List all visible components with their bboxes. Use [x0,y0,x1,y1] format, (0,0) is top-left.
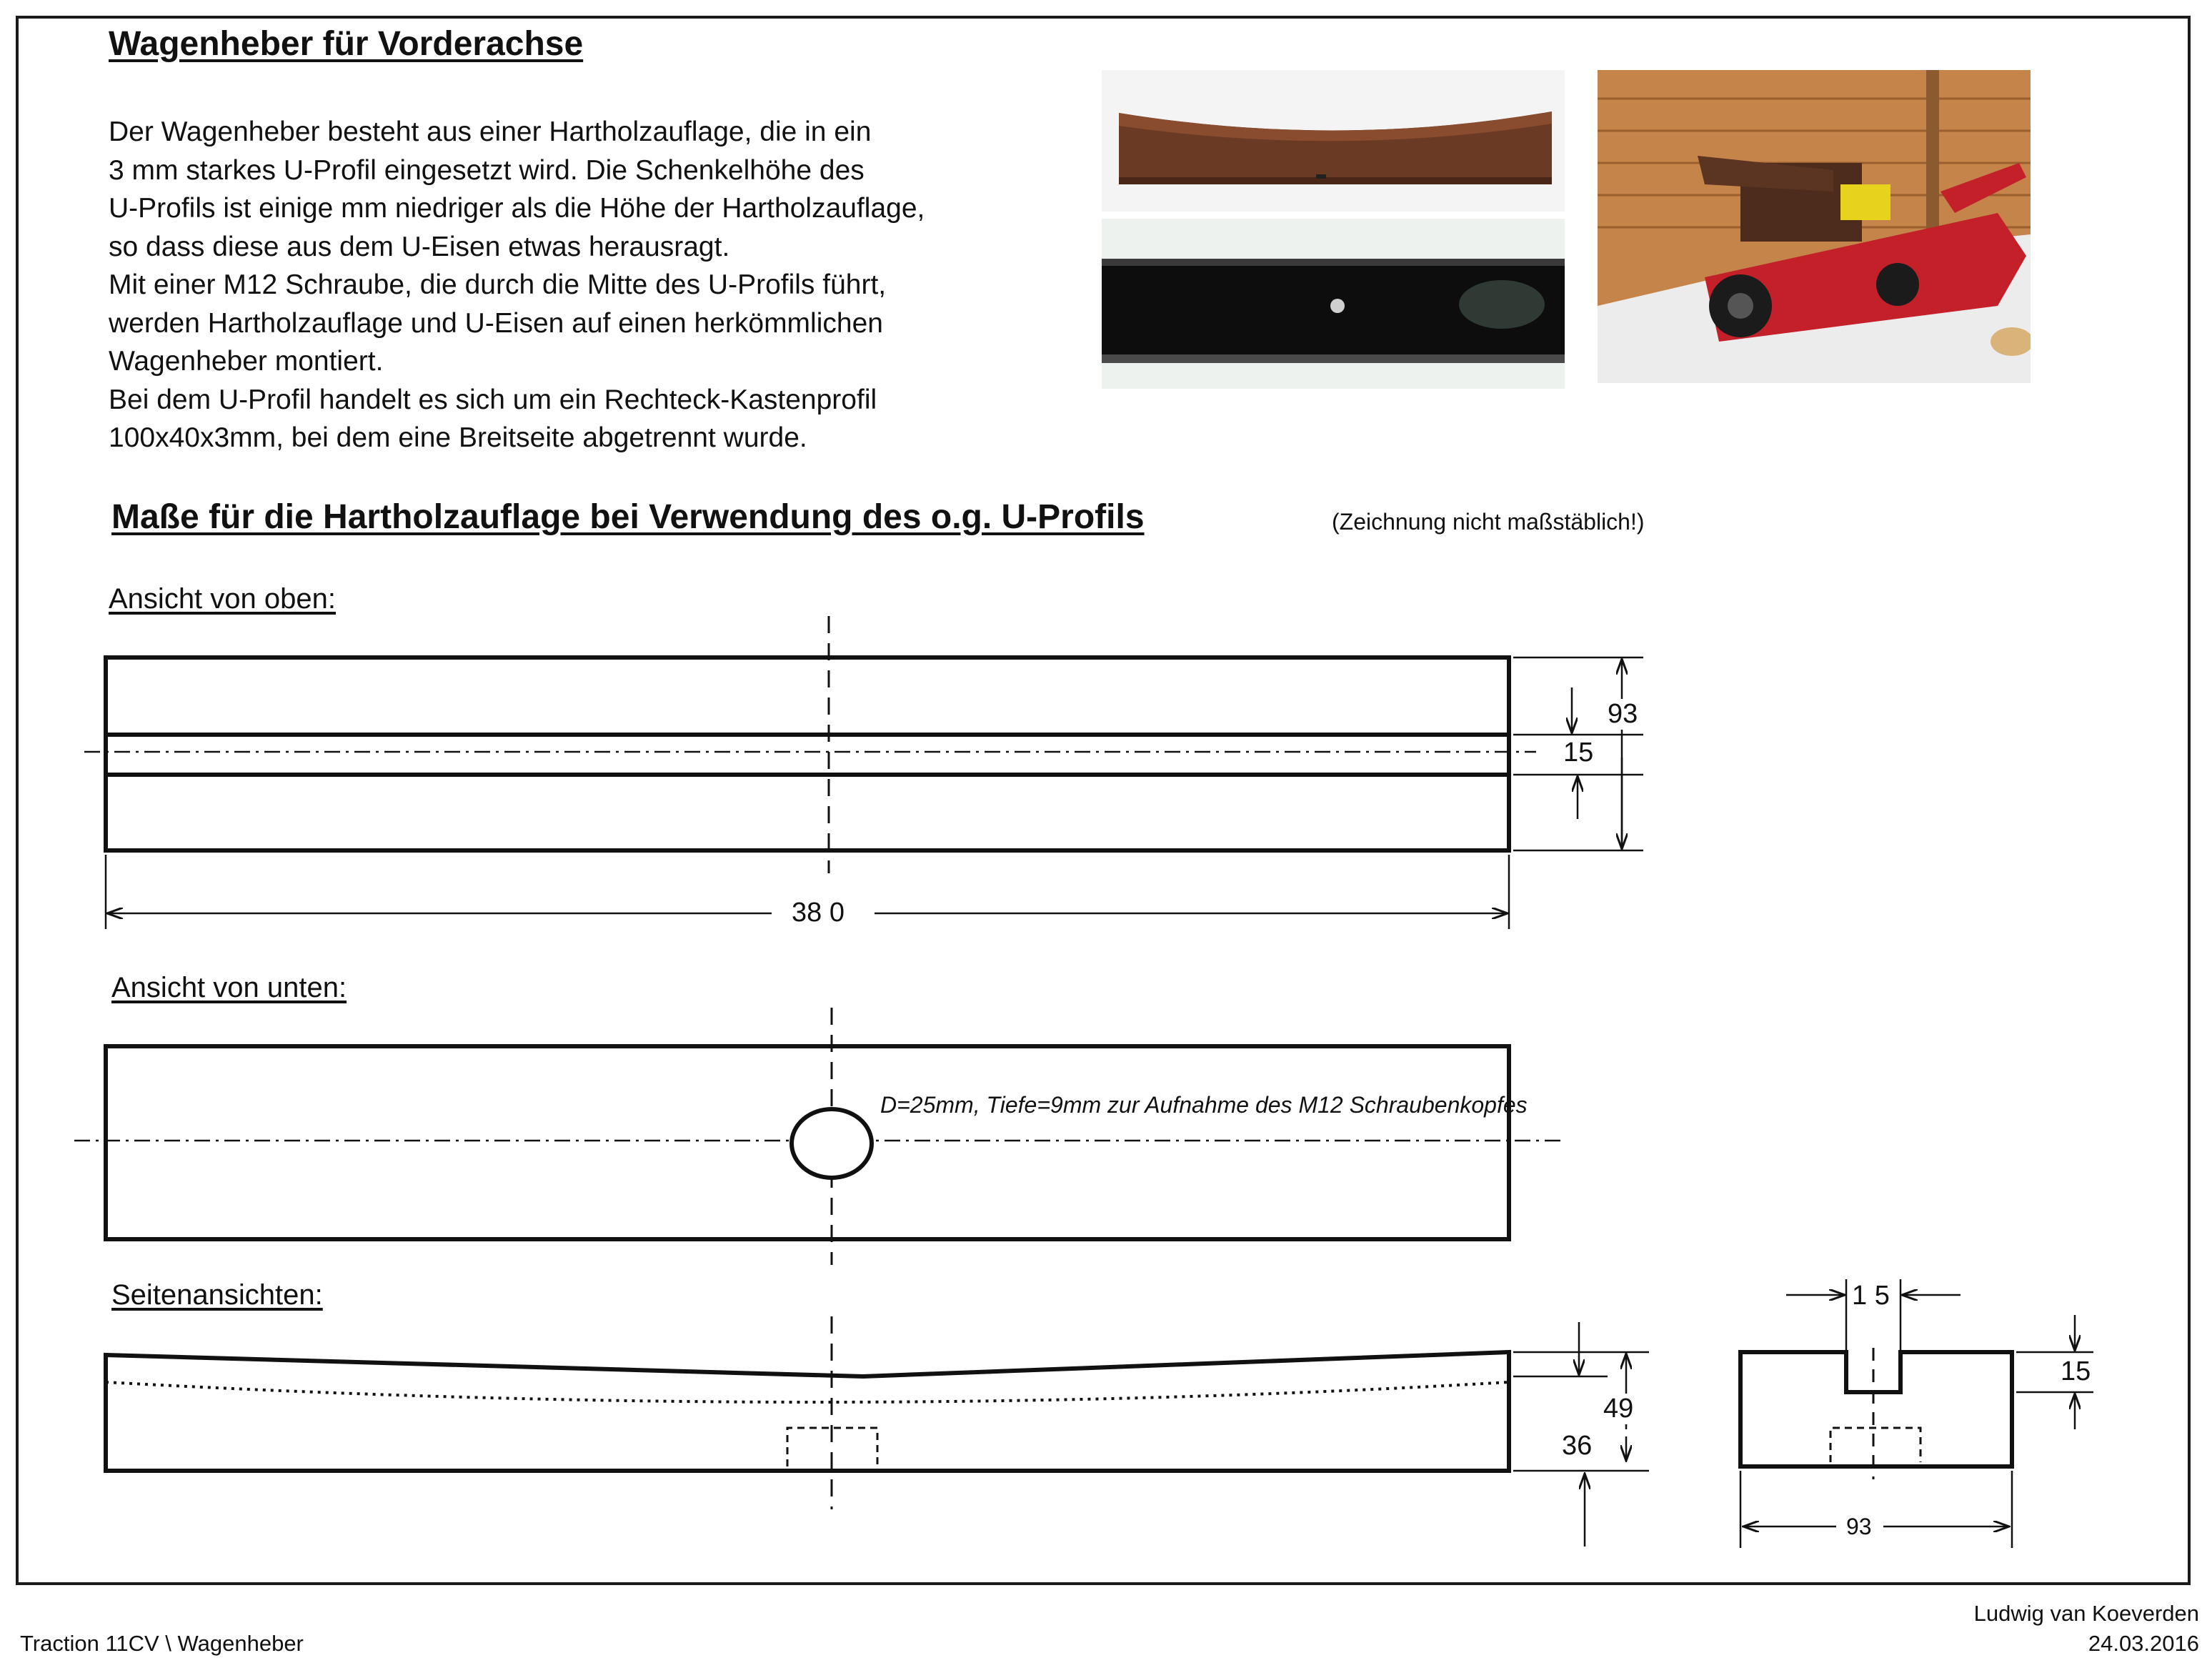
top-view-label: Ansicht von oben: [109,583,336,615]
description-line: Bei dem U-Profil handelt es sich um ein Rechteck-Kastenprofil [109,384,877,415]
end-view-drawing [1740,1279,2093,1548]
description-line: 100x40x3mm, bei dem eine Breitseite abgetrennt wurde. [109,422,807,453]
bottom-view-label: Ansicht von unten: [111,972,347,1003]
top-view-drawing [84,616,1643,929]
side-view-label: Seitenansichten: [111,1279,323,1311]
dim-total-height: 49 [1603,1394,1634,1424]
description-line: U-Profils ist einige mm niedriger als die Höhe der Hartholzauflage, [109,193,925,224]
dim-height-top: 93 [1608,699,1638,729]
dim-end-depth: 15 [2061,1356,2091,1386]
footer-date: 24.03.2016 [2088,1631,2199,1656]
description-line: Wagenheber montiert. [109,346,384,377]
dim-base-height: 36 [1562,1431,1593,1461]
side-view-drawing [106,1316,1649,1547]
dim-groove-top: 15 [1563,738,1594,768]
description-line: so dass diese aus dem U-Eisen etwas herausragt. [109,231,730,262]
section-title: Maße für die Hartholzauflage bei Verwendung des o.g. U-Profils [111,498,1145,536]
hole-note: D=25mm, Tiefe=9mm zur Aufnahme des M12 Schraubenkopfes [880,1092,1528,1118]
scale-note: (Zeichnung nicht maßstäblich!) [1332,509,1645,535]
bottom-view-drawing [74,1008,1562,1265]
bolt-head-recess [792,1109,872,1178]
dim-end-groove: 1 5 [1852,1281,1890,1311]
page-title: Wagenheber für Vorderachse [109,25,584,63]
description-line: 3 mm starkes U-Profil eingesetzt wird. Die Schenkelhöhe des [109,154,865,186]
description-line: werden Hartholzauflage und U-Eisen auf einen herkömmlichen [109,307,883,339]
dim-end-width: 93 [1843,1514,1875,1540]
footer-path: Traction 11CV \ Wagenheber [20,1631,304,1656]
description-line: Der Wagenheber besteht aus einer Hartholzauflage, die in ein [109,116,872,147]
description-line: Mit einer M12 Schraube, die durch die Mitte des U-Profils führt, [109,269,887,300]
dim-length: 38 0 [789,898,847,928]
footer-author: Ludwig van Koeverden [1973,1601,2199,1626]
